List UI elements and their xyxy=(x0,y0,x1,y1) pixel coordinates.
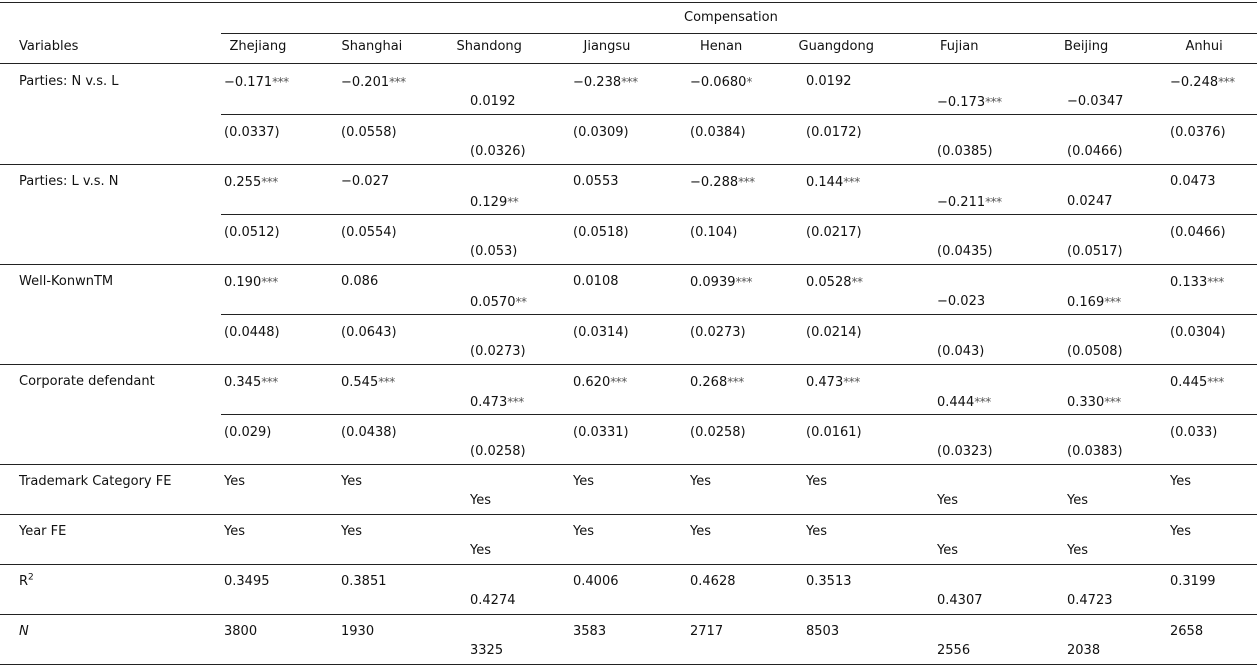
column-header-shandong: Shandong xyxy=(456,39,522,54)
value-cell: 3800 xyxy=(224,624,258,639)
coef-value: 0.268 xyxy=(690,375,728,390)
coef-cell xyxy=(224,374,278,391)
se-cell: (0.0273) xyxy=(690,325,746,340)
value-cell: 2717 xyxy=(690,624,724,639)
coef-value: −0.0347 xyxy=(1067,94,1124,109)
coef-cell xyxy=(224,74,289,91)
se-cell: (0.0448) xyxy=(224,325,280,340)
row-label xyxy=(19,574,34,590)
se-cell: (0.0512) xyxy=(224,225,280,240)
coef-cell xyxy=(470,194,518,211)
coef-value: 0.144 xyxy=(806,175,844,190)
significance-stars: *** xyxy=(738,175,755,189)
se-cell: (0.0172) xyxy=(806,125,862,140)
significance-stars: *** xyxy=(1104,295,1121,309)
coef-value: 0.086 xyxy=(341,274,379,289)
coef-cell xyxy=(1067,194,1113,210)
column-header-fujian: Fujian xyxy=(940,39,979,54)
row-label xyxy=(19,474,171,490)
coef-value: 0.0247 xyxy=(1067,194,1113,209)
se-cell: (0.0258) xyxy=(470,444,526,459)
value-cell: 1930 xyxy=(341,624,375,639)
se-cell: (0.0309) xyxy=(573,125,629,140)
column-header-anhui: Anhui xyxy=(1185,39,1223,54)
se-cell: (0.0314) xyxy=(573,325,629,340)
rule-group xyxy=(221,33,1257,34)
se-cell: (0.0508) xyxy=(1067,344,1123,359)
significance-stars: *** xyxy=(507,395,524,409)
significance-stars: *** xyxy=(843,375,860,389)
rule-top xyxy=(0,2,1257,3)
se-cell: (0.0376) xyxy=(1170,125,1226,140)
rule-row xyxy=(0,514,1257,515)
se-cell: (0.0438) xyxy=(341,425,397,440)
coef-cell xyxy=(1170,274,1224,291)
rule-row xyxy=(0,464,1257,465)
se-cell: (0.0323) xyxy=(937,444,993,459)
value-cell: 0.4723 xyxy=(1067,593,1113,608)
value-cell: 3583 xyxy=(573,624,607,639)
coef-cell xyxy=(470,294,527,311)
rule-inner xyxy=(221,314,1257,315)
variables-header: Variables xyxy=(19,39,79,54)
row-label-text: Year FE xyxy=(19,524,67,539)
value-cell: Yes xyxy=(690,474,711,489)
coef-value: 0.190 xyxy=(224,275,262,290)
value-cell: 0.4006 xyxy=(573,574,619,589)
value-cell: Yes xyxy=(690,524,711,539)
value-cell: Yes xyxy=(937,493,958,508)
value-cell: Yes xyxy=(224,474,245,489)
row-label: Parties: L v.s. N xyxy=(19,174,119,189)
coef-value: 0.620 xyxy=(573,375,611,390)
se-cell: (0.0258) xyxy=(690,425,746,440)
se-cell: (0.0643) xyxy=(341,325,397,340)
significance-stars: * xyxy=(746,75,752,89)
column-header-guangdong: Guangdong xyxy=(798,39,874,54)
value-cell: 0.4274 xyxy=(470,593,516,608)
se-cell: (0.033) xyxy=(1170,425,1218,440)
group-header: Compensation xyxy=(684,10,778,25)
se-cell: (0.0161) xyxy=(806,425,862,440)
significance-stars: *** xyxy=(272,75,289,89)
value-cell: 0.3513 xyxy=(806,574,852,589)
coef-cell xyxy=(224,274,278,291)
coef-cell xyxy=(470,394,524,411)
coef-value: −0.027 xyxy=(341,174,390,189)
rule-row xyxy=(0,264,1257,265)
coef-cell xyxy=(1067,294,1121,311)
coef-value: 0.0108 xyxy=(573,274,619,289)
coef-value: −0.211 xyxy=(937,195,986,210)
value-cell: Yes xyxy=(224,524,245,539)
column-header-shanghai: Shanghai xyxy=(341,39,403,54)
se-cell: (0.0383) xyxy=(1067,444,1123,459)
value-cell: Yes xyxy=(470,543,491,558)
significance-stars: *** xyxy=(727,375,744,389)
se-cell: (0.0214) xyxy=(806,325,862,340)
row-label-text: N xyxy=(19,624,29,639)
significance-stars: *** xyxy=(378,375,395,389)
coef-value: 0.445 xyxy=(1170,375,1208,390)
significance-stars: *** xyxy=(261,375,278,389)
row-label: Well-KonwnTM xyxy=(19,274,114,289)
coef-value: −0.248 xyxy=(1170,75,1219,90)
row-label xyxy=(19,524,66,540)
column-header-beijing: Beijing xyxy=(1064,39,1109,54)
value-cell: Yes xyxy=(573,524,594,539)
coef-value: 0.545 xyxy=(341,375,379,390)
coef-cell xyxy=(341,374,395,391)
significance-stars: *** xyxy=(261,175,278,189)
se-cell: (0.0273) xyxy=(470,344,526,359)
coef-cell xyxy=(1067,394,1121,411)
se-cell: (0.0331) xyxy=(573,425,629,440)
row-label-superscript: 2 xyxy=(28,572,34,583)
coef-cell xyxy=(224,174,278,191)
rule-inner xyxy=(221,114,1257,115)
value-cell: 8503 xyxy=(806,624,840,639)
coef-value: 0.129 xyxy=(470,195,508,210)
value-cell: Yes xyxy=(573,474,594,489)
se-cell: (0.0337) xyxy=(224,125,280,140)
coef-value: 0.444 xyxy=(937,395,975,410)
rule-row xyxy=(0,164,1257,165)
coef-value: 0.330 xyxy=(1067,395,1105,410)
se-cell: (0.0385) xyxy=(937,144,993,159)
coef-cell xyxy=(937,294,985,310)
se-cell: (0.0466) xyxy=(1067,144,1123,159)
coef-cell xyxy=(341,74,406,91)
coef-cell xyxy=(1170,374,1224,391)
value-cell: Yes xyxy=(937,543,958,558)
significance-stars: ** xyxy=(851,275,863,289)
coef-cell xyxy=(573,274,619,290)
row-label-text: Trademark Category FE xyxy=(19,474,172,489)
coef-value: 0.345 xyxy=(224,375,262,390)
value-cell: Yes xyxy=(806,524,827,539)
rule-row xyxy=(0,664,1257,665)
value-cell: 2658 xyxy=(1170,624,1204,639)
coef-value: 0.473 xyxy=(470,395,508,410)
value-cell: Yes xyxy=(1170,474,1191,489)
significance-stars: *** xyxy=(1218,75,1235,89)
coef-cell xyxy=(573,174,619,190)
coef-cell xyxy=(806,74,852,90)
value-cell: 0.3495 xyxy=(224,574,270,589)
se-cell: (0.029) xyxy=(224,425,272,440)
coef-value: −0.201 xyxy=(341,75,390,90)
coef-cell xyxy=(937,194,1002,211)
rule-inner xyxy=(221,414,1257,415)
value-cell: 0.3199 xyxy=(1170,574,1216,589)
coef-cell xyxy=(1067,94,1123,110)
significance-stars: *** xyxy=(985,195,1002,209)
coef-value: −0.171 xyxy=(224,75,273,90)
coef-cell xyxy=(937,394,991,411)
se-cell: (0.0384) xyxy=(690,125,746,140)
significance-stars: *** xyxy=(985,95,1002,109)
significance-stars: *** xyxy=(1207,375,1224,389)
column-header-zhejiang: Zhejiang xyxy=(229,39,287,54)
coef-cell xyxy=(690,174,755,191)
se-cell: (0.0326) xyxy=(470,144,526,159)
se-cell: (0.0217) xyxy=(806,225,862,240)
coef-cell xyxy=(690,374,744,391)
coef-value: 0.0473 xyxy=(1170,174,1216,189)
value-cell: 0.4628 xyxy=(690,574,736,589)
column-header-henan: Henan xyxy=(700,39,743,54)
significance-stars: *** xyxy=(389,75,406,89)
se-cell: (0.0466) xyxy=(1170,225,1226,240)
rule-header xyxy=(0,63,1257,64)
value-cell: Yes xyxy=(1170,524,1191,539)
coef-cell xyxy=(937,94,1002,111)
row-label: Parties: N v.s. L xyxy=(19,74,119,89)
value-cell: 2038 xyxy=(1067,643,1101,658)
significance-stars: *** xyxy=(610,375,627,389)
coef-cell xyxy=(690,274,752,291)
row-label-text: R xyxy=(19,574,29,589)
coef-cell xyxy=(1170,174,1216,190)
row-label xyxy=(19,624,29,640)
coef-value: 0.169 xyxy=(1067,295,1105,310)
coef-value: 0.473 xyxy=(806,375,844,390)
se-cell: (0.0435) xyxy=(937,244,993,259)
coef-value: 0.0553 xyxy=(573,174,619,189)
coef-cell xyxy=(690,74,752,91)
coef-value: −0.173 xyxy=(937,95,986,110)
coef-cell xyxy=(573,374,627,391)
coef-cell xyxy=(470,94,516,110)
coef-value: 0.0528 xyxy=(806,275,852,290)
coef-cell xyxy=(1170,74,1235,91)
significance-stars: *** xyxy=(843,175,860,189)
se-cell: (0.104) xyxy=(690,225,738,240)
coef-cell xyxy=(341,274,378,290)
rule-inner xyxy=(221,214,1257,215)
value-cell: 2556 xyxy=(937,643,971,658)
column-header-jiangsu: Jiangsu xyxy=(583,39,631,54)
value-cell: Yes xyxy=(806,474,827,489)
coef-cell xyxy=(806,374,860,391)
significance-stars: *** xyxy=(1104,395,1121,409)
value-cell: Yes xyxy=(470,493,491,508)
significance-stars: *** xyxy=(735,275,752,289)
coef-value: −0.238 xyxy=(573,75,622,90)
coef-value: −0.0680 xyxy=(690,75,747,90)
value-cell: Yes xyxy=(1067,493,1088,508)
rule-row xyxy=(0,614,1257,615)
coef-value: 0.0570 xyxy=(470,295,516,310)
value-cell: Yes xyxy=(341,474,362,489)
significance-stars: ** xyxy=(515,295,527,309)
rule-row xyxy=(0,564,1257,565)
coef-value: 0.0192 xyxy=(806,74,852,89)
value-cell: Yes xyxy=(1067,543,1088,558)
coef-value: 0.133 xyxy=(1170,275,1208,290)
significance-stars: *** xyxy=(1207,275,1224,289)
coef-value: −0.288 xyxy=(690,175,739,190)
row-label: Corporate defendant xyxy=(19,374,155,389)
value-cell: 3325 xyxy=(470,643,504,658)
value-cell: 0.3851 xyxy=(341,574,387,589)
significance-stars: *** xyxy=(261,275,278,289)
rule-row xyxy=(0,364,1257,365)
significance-stars: ** xyxy=(507,195,519,209)
value-cell: 0.4307 xyxy=(937,593,983,608)
value-cell: Yes xyxy=(341,524,362,539)
coef-value: 0.0192 xyxy=(470,94,516,109)
se-cell: (0.053) xyxy=(470,244,518,259)
coef-value: 0.0939 xyxy=(690,275,736,290)
coef-value: 0.255 xyxy=(224,175,262,190)
coef-cell xyxy=(573,74,638,91)
significance-stars: *** xyxy=(974,395,991,409)
se-cell: (0.0304) xyxy=(1170,325,1226,340)
coef-cell xyxy=(806,174,860,191)
se-cell: (0.0518) xyxy=(573,225,629,240)
coef-cell xyxy=(341,174,389,190)
se-cell: (0.0558) xyxy=(341,125,397,140)
coef-value: −0.023 xyxy=(937,294,986,309)
coef-cell xyxy=(806,274,863,291)
se-cell: (0.0554) xyxy=(341,225,397,240)
se-cell: (0.043) xyxy=(937,344,985,359)
se-cell: (0.0517) xyxy=(1067,244,1123,259)
significance-stars: *** xyxy=(621,75,638,89)
